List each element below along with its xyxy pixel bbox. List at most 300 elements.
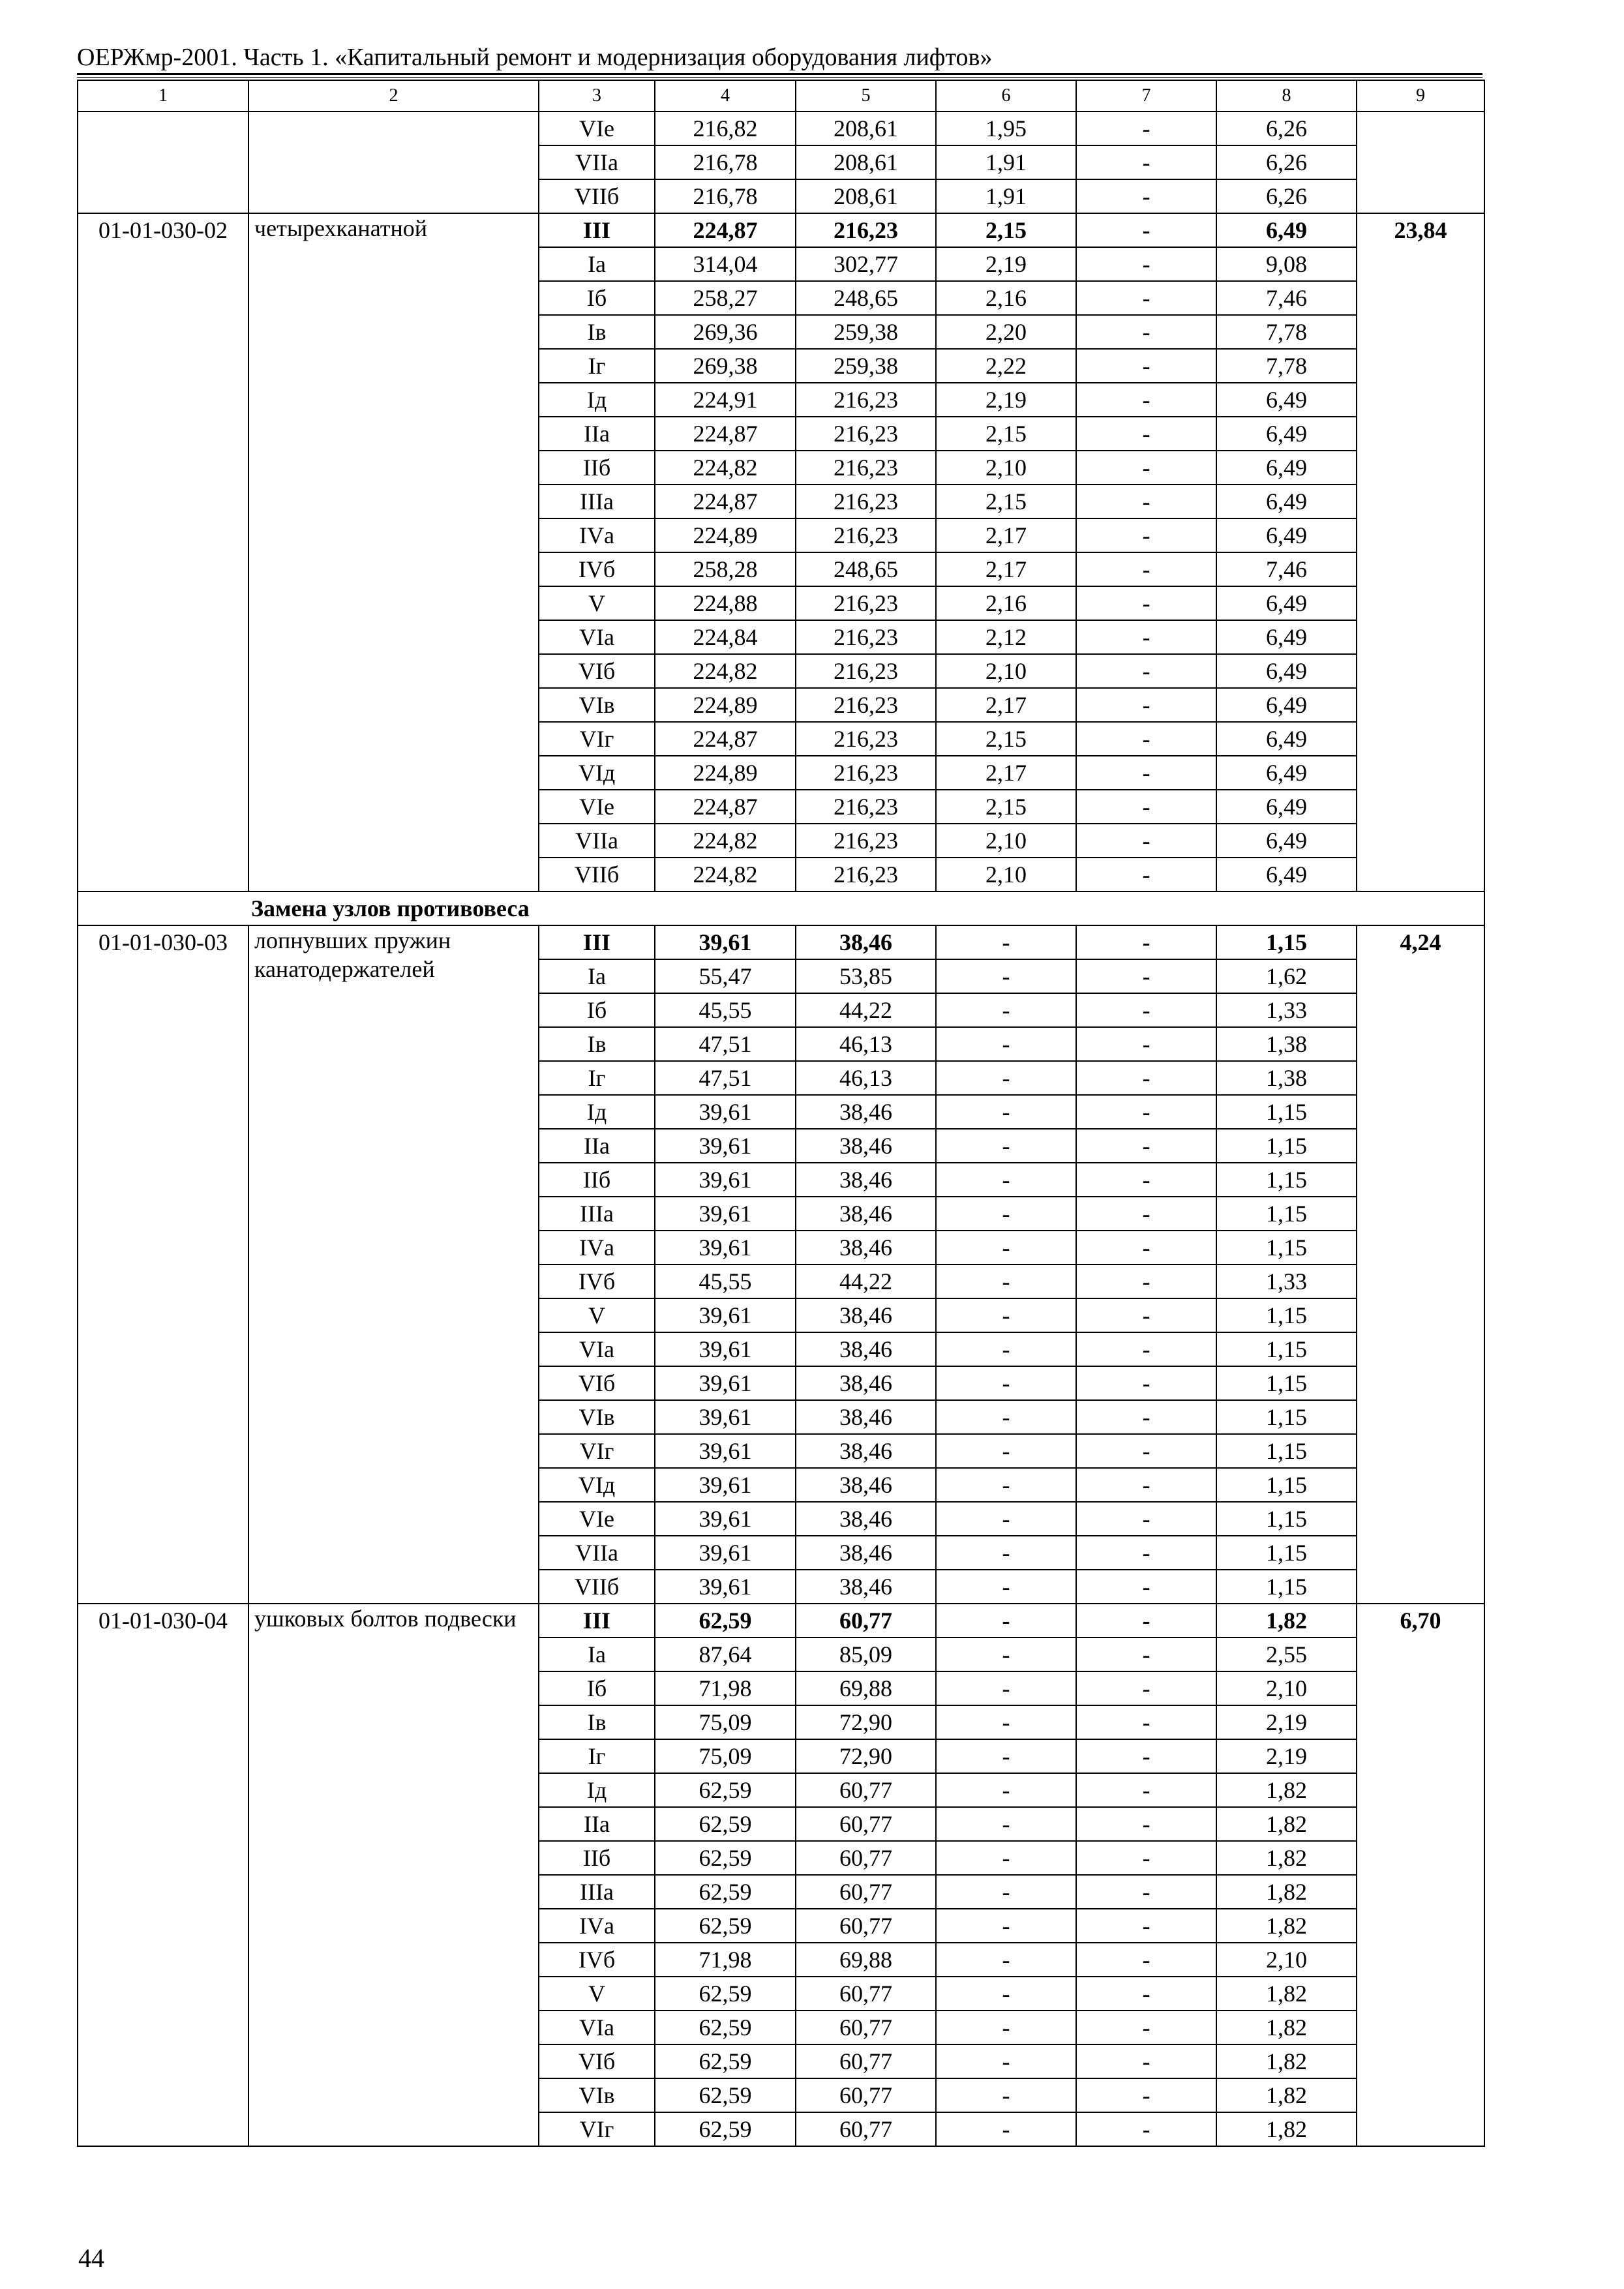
machinist-wages-cell: - bbox=[1076, 790, 1216, 824]
machine-cost-cell: - bbox=[936, 1604, 1076, 1638]
materials-cell: 1,15 bbox=[1216, 1095, 1357, 1129]
machine-cost-cell: - bbox=[936, 1129, 1076, 1163]
total-cost-cell: 269,36 bbox=[655, 315, 796, 349]
wages-cell: 60,77 bbox=[796, 2112, 936, 2146]
wages-cell: 38,46 bbox=[796, 1468, 936, 1502]
wages-cell: 38,46 bbox=[796, 1197, 936, 1231]
wages-cell: 216,23 bbox=[796, 485, 936, 518]
table-row bbox=[78, 1604, 1484, 1638]
wages-cell: 216,23 bbox=[796, 654, 936, 688]
total-cost-cell: 47,51 bbox=[655, 1027, 796, 1061]
section-spacer bbox=[78, 891, 248, 925]
column-number: 6 bbox=[936, 80, 1076, 112]
machine-cost-cell: 2,15 bbox=[936, 213, 1076, 247]
wages-cell: 44,22 bbox=[796, 993, 936, 1027]
wages-cell: 38,46 bbox=[796, 1095, 936, 1129]
total-cost-cell: 39,61 bbox=[655, 925, 796, 959]
wages-cell: 259,38 bbox=[796, 315, 936, 349]
machine-cost-cell: - bbox=[936, 1773, 1076, 1807]
machine-cost-cell: 2,17 bbox=[936, 518, 1076, 552]
wages-cell: 208,61 bbox=[796, 145, 936, 179]
machinist-wages-cell: - bbox=[1076, 620, 1216, 654]
machinist-wages-cell: - bbox=[1076, 1502, 1216, 1536]
wages-cell: 208,61 bbox=[796, 179, 936, 213]
materials-cell: 6,49 bbox=[1216, 586, 1357, 620]
total-cost-cell: 224,87 bbox=[655, 485, 796, 518]
wages-cell: 248,65 bbox=[796, 552, 936, 586]
total-cost-cell: 39,61 bbox=[655, 1095, 796, 1129]
machinist-wages-cell: - bbox=[1076, 1841, 1216, 1875]
total-cost-cell: 62,59 bbox=[655, 2112, 796, 2146]
total-cost-cell: 224,84 bbox=[655, 620, 796, 654]
wages-cell: 38,46 bbox=[796, 1536, 936, 1570]
materials-cell: 1,82 bbox=[1216, 1841, 1357, 1875]
wages-cell: 208,61 bbox=[796, 112, 936, 145]
total-cost-cell: 39,61 bbox=[655, 1197, 796, 1231]
machine-cost-cell: - bbox=[936, 993, 1076, 1027]
materials-cell: 1,15 bbox=[1216, 1400, 1357, 1434]
machinist-wages-cell: - bbox=[1076, 925, 1216, 959]
wages-cell: 216,23 bbox=[796, 417, 936, 451]
materials-cell: 1,15 bbox=[1216, 1332, 1357, 1366]
total-cost-cell: 216,78 bbox=[655, 179, 796, 213]
machine-cost-cell: 1,91 bbox=[936, 145, 1076, 179]
row-type-cell: Iв bbox=[539, 1705, 655, 1739]
wages-cell: 216,23 bbox=[796, 620, 936, 654]
row-type-cell: IVа bbox=[539, 518, 655, 552]
machine-cost-cell: - bbox=[936, 1875, 1076, 1909]
machinist-wages-cell: - bbox=[1076, 1061, 1216, 1095]
row-type-cell: Iа bbox=[539, 1638, 655, 1671]
materials-cell: 6,49 bbox=[1216, 722, 1357, 756]
total-cost-cell: 62,59 bbox=[655, 1604, 796, 1638]
table-row bbox=[78, 112, 1484, 145]
machine-cost-cell: 2,16 bbox=[936, 281, 1076, 315]
column-number: 5 bbox=[796, 80, 936, 112]
row-type-cell: IIа bbox=[539, 1807, 655, 1841]
materials-cell: 2,10 bbox=[1216, 1671, 1357, 1705]
wages-cell: 216,23 bbox=[796, 213, 936, 247]
total-cost-cell: 71,98 bbox=[655, 1671, 796, 1705]
machinist-wages-cell: - bbox=[1076, 1705, 1216, 1739]
machinist-wages-cell: - bbox=[1076, 1332, 1216, 1366]
machine-cost-cell: 2,12 bbox=[936, 620, 1076, 654]
total-cost-cell: 75,09 bbox=[655, 1739, 796, 1773]
row-type-cell: VIIа bbox=[539, 824, 655, 858]
machine-cost-cell: - bbox=[936, 1366, 1076, 1400]
labor-hours: 4,24 bbox=[1357, 925, 1484, 1604]
wages-cell: 216,23 bbox=[796, 451, 936, 485]
machine-cost-cell: 2,15 bbox=[936, 790, 1076, 824]
machine-cost-cell: - bbox=[936, 1095, 1076, 1129]
row-type-cell: IIб bbox=[539, 451, 655, 485]
wages-cell: 72,90 bbox=[796, 1739, 936, 1773]
materials-cell: 6,49 bbox=[1216, 417, 1357, 451]
table-row bbox=[78, 213, 1484, 247]
machinist-wages-cell: - bbox=[1076, 1909, 1216, 1943]
section-row bbox=[78, 891, 1484, 925]
norm-code: 01-01-030-04 bbox=[78, 1604, 248, 2146]
page-header: ОЕРЖмр-2001. Часть 1. «Капитальный ремонт и модернизация оборудования лифтов» bbox=[77, 44, 993, 71]
machinist-wages-cell: - bbox=[1076, 349, 1216, 383]
materials-cell: 1,82 bbox=[1216, 2044, 1357, 2078]
column-number: 7 bbox=[1076, 80, 1216, 112]
total-cost-cell: 39,61 bbox=[655, 1570, 796, 1604]
wages-cell: 60,77 bbox=[796, 1977, 936, 2011]
machinist-wages-cell: - bbox=[1076, 1536, 1216, 1570]
machine-cost-cell: - bbox=[936, 1502, 1076, 1536]
row-type-cell: IVб bbox=[539, 552, 655, 586]
materials-cell: 1,38 bbox=[1216, 1061, 1357, 1095]
wages-cell: 38,46 bbox=[796, 1434, 936, 1468]
machinist-wages-cell: - bbox=[1076, 417, 1216, 451]
machine-cost-cell: 2,19 bbox=[936, 383, 1076, 417]
machine-cost-cell: - bbox=[936, 1638, 1076, 1671]
machine-cost-cell: 1,95 bbox=[936, 112, 1076, 145]
machine-cost-cell: - bbox=[936, 1570, 1076, 1604]
total-cost-cell: 216,78 bbox=[655, 145, 796, 179]
row-type-cell: VIд bbox=[539, 1468, 655, 1502]
machine-cost-cell: - bbox=[936, 925, 1076, 959]
work-name: лопнувших пружин канатодержателей bbox=[248, 925, 539, 1604]
wages-cell: 38,46 bbox=[796, 1332, 936, 1366]
machinist-wages-cell: - bbox=[1076, 179, 1216, 213]
machinist-wages-cell: - bbox=[1076, 824, 1216, 858]
labor-hours: 23,84 bbox=[1357, 213, 1484, 891]
materials-cell: 6,49 bbox=[1216, 756, 1357, 790]
machinist-wages-cell: - bbox=[1076, 1977, 1216, 2011]
machine-cost-cell: - bbox=[936, 1536, 1076, 1570]
total-cost-cell: 39,61 bbox=[655, 1163, 796, 1197]
machine-cost-cell: - bbox=[936, 1264, 1076, 1298]
machinist-wages-cell: - bbox=[1076, 2011, 1216, 2044]
materials-cell: 1,82 bbox=[1216, 1875, 1357, 1909]
total-cost-cell: 224,82 bbox=[655, 858, 796, 891]
machine-cost-cell: - bbox=[936, 1400, 1076, 1434]
norm-code bbox=[78, 112, 248, 213]
machine-cost-cell: - bbox=[936, 1332, 1076, 1366]
machinist-wages-cell: - bbox=[1076, 485, 1216, 518]
total-cost-cell: 224,82 bbox=[655, 654, 796, 688]
materials-cell: 1,15 bbox=[1216, 1129, 1357, 1163]
machinist-wages-cell: - bbox=[1076, 1875, 1216, 1909]
machinist-wages-cell: - bbox=[1076, 654, 1216, 688]
machinist-wages-cell: - bbox=[1076, 1095, 1216, 1129]
machine-cost-cell: 2,10 bbox=[936, 451, 1076, 485]
machinist-wages-cell: - bbox=[1076, 1604, 1216, 1638]
machine-cost-cell: 2,17 bbox=[936, 552, 1076, 586]
machine-cost-cell: 2,16 bbox=[936, 586, 1076, 620]
total-cost-cell: 39,61 bbox=[655, 1400, 796, 1434]
row-type-cell: VIв bbox=[539, 688, 655, 722]
machine-cost-cell: - bbox=[936, 1705, 1076, 1739]
materials-cell: 1,15 bbox=[1216, 1468, 1357, 1502]
machinist-wages-cell: - bbox=[1076, 383, 1216, 417]
materials-cell: 1,82 bbox=[1216, 1807, 1357, 1841]
machine-cost-cell: 2,15 bbox=[936, 485, 1076, 518]
machinist-wages-cell: - bbox=[1076, 959, 1216, 993]
table-row bbox=[78, 925, 1484, 959]
materials-cell: 6,49 bbox=[1216, 213, 1357, 247]
wages-cell: 46,13 bbox=[796, 1027, 936, 1061]
machinist-wages-cell: - bbox=[1076, 1231, 1216, 1264]
total-cost-cell: 75,09 bbox=[655, 1705, 796, 1739]
machinist-wages-cell: - bbox=[1076, 2044, 1216, 2078]
machinist-wages-cell: - bbox=[1076, 1129, 1216, 1163]
wages-cell: 53,85 bbox=[796, 959, 936, 993]
machine-cost-cell: - bbox=[936, 1739, 1076, 1773]
wages-cell: 216,23 bbox=[796, 756, 936, 790]
total-cost-cell: 216,82 bbox=[655, 112, 796, 145]
wages-cell: 216,23 bbox=[796, 858, 936, 891]
machinist-wages-cell: - bbox=[1076, 858, 1216, 891]
materials-cell: 6,49 bbox=[1216, 688, 1357, 722]
machinist-wages-cell: - bbox=[1076, 2112, 1216, 2146]
total-cost-cell: 87,64 bbox=[655, 1638, 796, 1671]
header-rule-thin bbox=[77, 77, 1482, 78]
row-type-cell: Iа bbox=[539, 247, 655, 281]
wages-cell: 46,13 bbox=[796, 1061, 936, 1095]
machine-cost-cell: 2,19 bbox=[936, 247, 1076, 281]
machinist-wages-cell: - bbox=[1076, 1366, 1216, 1400]
row-type-cell: VIг bbox=[539, 1434, 655, 1468]
wages-cell: 60,77 bbox=[796, 2078, 936, 2112]
row-type-cell: VIIб bbox=[539, 179, 655, 213]
machine-cost-cell: 2,15 bbox=[936, 417, 1076, 451]
total-cost-cell: 314,04 bbox=[655, 247, 796, 281]
machine-cost-cell: - bbox=[936, 2044, 1076, 2078]
machine-cost-cell: - bbox=[936, 1061, 1076, 1095]
wages-cell: 248,65 bbox=[796, 281, 936, 315]
machine-cost-cell: 2,20 bbox=[936, 315, 1076, 349]
total-cost-cell: 224,87 bbox=[655, 213, 796, 247]
machinist-wages-cell: - bbox=[1076, 1197, 1216, 1231]
machinist-wages-cell: - bbox=[1076, 1807, 1216, 1841]
materials-cell: 1,15 bbox=[1216, 1570, 1357, 1604]
total-cost-cell: 224,89 bbox=[655, 756, 796, 790]
row-type-cell: V bbox=[539, 1977, 655, 2011]
materials-cell: 1,15 bbox=[1216, 1434, 1357, 1468]
column-number: 9 bbox=[1357, 80, 1484, 112]
machine-cost-cell: - bbox=[936, 1468, 1076, 1502]
row-type-cell: IIIа bbox=[539, 1197, 655, 1231]
wages-cell: 38,46 bbox=[796, 1129, 936, 1163]
row-type-cell: IVа bbox=[539, 1231, 655, 1264]
machinist-wages-cell: - bbox=[1076, 1570, 1216, 1604]
row-type-cell: VIб bbox=[539, 2044, 655, 2078]
total-cost-cell: 39,61 bbox=[655, 1332, 796, 1366]
row-type-cell: VIб bbox=[539, 1366, 655, 1400]
work-name: ушковых болтов подвески bbox=[248, 1604, 539, 2146]
row-type-cell: VIIб bbox=[539, 1570, 655, 1604]
machinist-wages-cell: - bbox=[1076, 586, 1216, 620]
wages-cell: 44,22 bbox=[796, 1264, 936, 1298]
row-type-cell: IIа bbox=[539, 417, 655, 451]
total-cost-cell: 39,61 bbox=[655, 1366, 796, 1400]
total-cost-cell: 71,98 bbox=[655, 1943, 796, 1977]
materials-cell: 1,15 bbox=[1216, 925, 1357, 959]
machine-cost-cell: - bbox=[936, 959, 1076, 993]
total-cost-cell: 258,28 bbox=[655, 552, 796, 586]
materials-cell: 6,49 bbox=[1216, 518, 1357, 552]
row-type-cell: Iб bbox=[539, 993, 655, 1027]
row-type-cell: V bbox=[539, 586, 655, 620]
row-type-cell: III bbox=[539, 1604, 655, 1638]
wages-cell: 216,23 bbox=[796, 383, 936, 417]
machine-cost-cell: - bbox=[936, 1943, 1076, 1977]
work-name: четырехканатной bbox=[248, 213, 539, 891]
row-type-cell: Iб bbox=[539, 1671, 655, 1705]
machine-cost-cell: - bbox=[936, 1977, 1076, 2011]
row-type-cell: Iб bbox=[539, 281, 655, 315]
total-cost-cell: 224,82 bbox=[655, 451, 796, 485]
row-type-cell: VIе bbox=[539, 790, 655, 824]
wages-cell: 85,09 bbox=[796, 1638, 936, 1671]
machinist-wages-cell: - bbox=[1076, 1298, 1216, 1332]
machine-cost-cell: - bbox=[936, 1671, 1076, 1705]
materials-cell: 6,49 bbox=[1216, 485, 1357, 518]
wages-cell: 60,77 bbox=[796, 1807, 936, 1841]
materials-cell: 1,15 bbox=[1216, 1197, 1357, 1231]
row-type-cell: VIе bbox=[539, 1502, 655, 1536]
materials-cell: 6,49 bbox=[1216, 858, 1357, 891]
materials-cell: 6,49 bbox=[1216, 790, 1357, 824]
materials-cell: 6,26 bbox=[1216, 145, 1357, 179]
wages-cell: 60,77 bbox=[796, 2011, 936, 2044]
machine-cost-cell: - bbox=[936, 1231, 1076, 1264]
materials-cell: 7,78 bbox=[1216, 315, 1357, 349]
total-cost-cell: 258,27 bbox=[655, 281, 796, 315]
wages-cell: 38,46 bbox=[796, 925, 936, 959]
row-type-cell: IVб bbox=[539, 1264, 655, 1298]
wages-cell: 38,46 bbox=[796, 1366, 936, 1400]
wages-cell: 60,77 bbox=[796, 1875, 936, 1909]
machinist-wages-cell: - bbox=[1076, 1434, 1216, 1468]
materials-cell: 2,19 bbox=[1216, 1739, 1357, 1773]
column-number: 8 bbox=[1216, 80, 1357, 112]
wages-cell: 69,88 bbox=[796, 1943, 936, 1977]
total-cost-cell: 269,38 bbox=[655, 349, 796, 383]
wages-cell: 216,23 bbox=[796, 790, 936, 824]
machine-cost-cell: 1,91 bbox=[936, 179, 1076, 213]
machinist-wages-cell: - bbox=[1076, 518, 1216, 552]
total-cost-cell: 224,87 bbox=[655, 417, 796, 451]
norm-code: 01-01-030-02 bbox=[78, 213, 248, 891]
header-rule bbox=[77, 73, 1482, 75]
machinist-wages-cell: - bbox=[1076, 1468, 1216, 1502]
materials-cell: 1,82 bbox=[1216, 1604, 1357, 1638]
column-number: 2 bbox=[248, 80, 539, 112]
machine-cost-cell: 2,15 bbox=[936, 722, 1076, 756]
wages-cell: 38,46 bbox=[796, 1570, 936, 1604]
machinist-wages-cell: - bbox=[1076, 552, 1216, 586]
row-type-cell: IIб bbox=[539, 1841, 655, 1875]
labor-hours bbox=[1357, 112, 1484, 213]
wages-cell: 60,77 bbox=[796, 1841, 936, 1875]
wages-cell: 216,23 bbox=[796, 722, 936, 756]
wages-cell: 216,23 bbox=[796, 824, 936, 858]
row-type-cell: VIа bbox=[539, 620, 655, 654]
wages-cell: 60,77 bbox=[796, 1909, 936, 1943]
materials-cell: 7,46 bbox=[1216, 552, 1357, 586]
wages-cell: 216,23 bbox=[796, 586, 936, 620]
machine-cost-cell: 2,17 bbox=[936, 756, 1076, 790]
total-cost-cell: 55,47 bbox=[655, 959, 796, 993]
total-cost-cell: 62,59 bbox=[655, 1841, 796, 1875]
machine-cost-cell: - bbox=[936, 1841, 1076, 1875]
total-cost-cell: 224,87 bbox=[655, 790, 796, 824]
materials-cell: 7,46 bbox=[1216, 281, 1357, 315]
machinist-wages-cell: - bbox=[1076, 1739, 1216, 1773]
work-name bbox=[248, 112, 539, 213]
materials-cell: 6,26 bbox=[1216, 112, 1357, 145]
machine-cost-cell: - bbox=[936, 1163, 1076, 1197]
materials-cell: 1,15 bbox=[1216, 1298, 1357, 1332]
machine-cost-cell: 2,17 bbox=[936, 688, 1076, 722]
row-type-cell: VIд bbox=[539, 756, 655, 790]
total-cost-cell: 39,61 bbox=[655, 1502, 796, 1536]
machine-cost-cell: - bbox=[936, 2112, 1076, 2146]
labor-hours: 6,70 bbox=[1357, 1604, 1484, 2146]
materials-cell: 1,82 bbox=[1216, 1909, 1357, 1943]
total-cost-cell: 62,59 bbox=[655, 1773, 796, 1807]
wages-cell: 38,46 bbox=[796, 1231, 936, 1264]
wages-cell: 302,77 bbox=[796, 247, 936, 281]
row-type-cell: Iв bbox=[539, 315, 655, 349]
row-type-cell: VIв bbox=[539, 2078, 655, 2112]
materials-cell: 1,82 bbox=[1216, 1977, 1357, 2011]
total-cost-cell: 224,89 bbox=[655, 688, 796, 722]
machinist-wages-cell: - bbox=[1076, 1943, 1216, 1977]
materials-cell: 6,26 bbox=[1216, 179, 1357, 213]
machinist-wages-cell: - bbox=[1076, 315, 1216, 349]
machinist-wages-cell: - bbox=[1076, 213, 1216, 247]
materials-cell: 1,82 bbox=[1216, 1773, 1357, 1807]
column-number-row bbox=[78, 80, 1484, 112]
machine-cost-cell: - bbox=[936, 1434, 1076, 1468]
total-cost-cell: 62,59 bbox=[655, 2078, 796, 2112]
wages-cell: 72,90 bbox=[796, 1705, 936, 1739]
machine-cost-cell: 2,10 bbox=[936, 858, 1076, 891]
total-cost-cell: 39,61 bbox=[655, 1298, 796, 1332]
row-type-cell: VIе bbox=[539, 112, 655, 145]
machinist-wages-cell: - bbox=[1076, 756, 1216, 790]
materials-cell: 1,82 bbox=[1216, 2078, 1357, 2112]
total-cost-cell: 39,61 bbox=[655, 1434, 796, 1468]
total-cost-cell: 45,55 bbox=[655, 993, 796, 1027]
row-type-cell: VIв bbox=[539, 1400, 655, 1434]
wages-cell: 60,77 bbox=[796, 1773, 936, 1807]
row-type-cell: VIIа bbox=[539, 145, 655, 179]
total-cost-cell: 39,61 bbox=[655, 1231, 796, 1264]
machine-cost-cell: 2,10 bbox=[936, 654, 1076, 688]
row-type-cell: Iд bbox=[539, 383, 655, 417]
total-cost-cell: 62,59 bbox=[655, 2011, 796, 2044]
row-type-cell: VIа bbox=[539, 2011, 655, 2044]
materials-cell: 6,49 bbox=[1216, 654, 1357, 688]
total-cost-cell: 62,59 bbox=[655, 1977, 796, 2011]
row-type-cell: VIг bbox=[539, 722, 655, 756]
machinist-wages-cell: - bbox=[1076, 1773, 1216, 1807]
machine-cost-cell: - bbox=[936, 1909, 1076, 1943]
total-cost-cell: 224,82 bbox=[655, 824, 796, 858]
row-type-cell: IIа bbox=[539, 1129, 655, 1163]
machine-cost-cell: - bbox=[936, 1027, 1076, 1061]
row-type-cell: III bbox=[539, 213, 655, 247]
materials-cell: 1,62 bbox=[1216, 959, 1357, 993]
machinist-wages-cell: - bbox=[1076, 1163, 1216, 1197]
materials-cell: 1,33 bbox=[1216, 1264, 1357, 1298]
